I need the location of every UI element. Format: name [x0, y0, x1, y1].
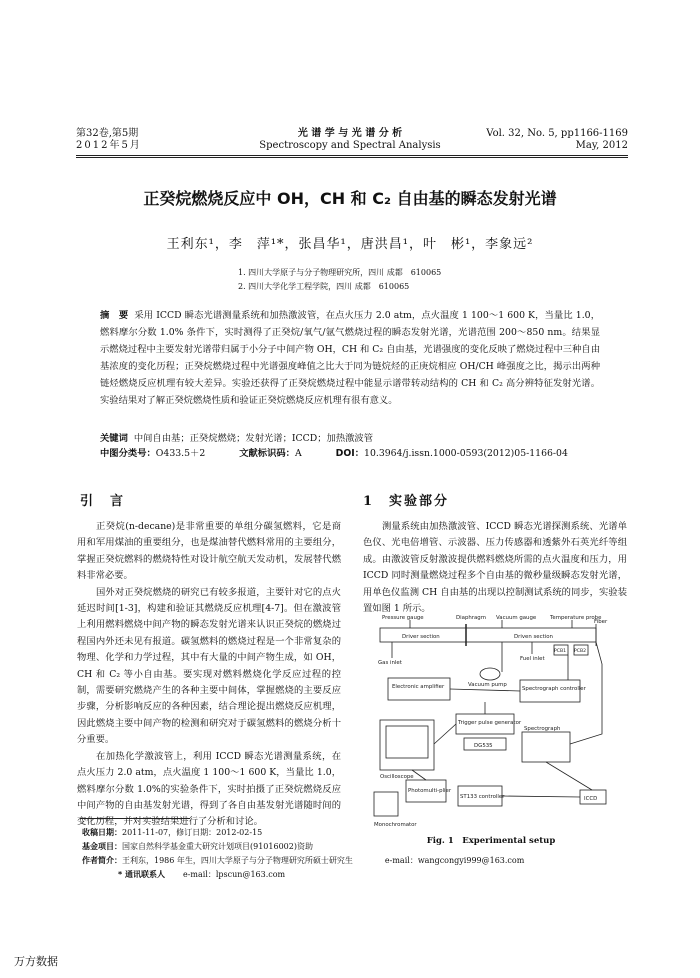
- label-temperature-probe: Temperature probe: [550, 615, 602, 621]
- intro-body: [77, 519, 341, 831]
- figure-caption: Fig. 1 Experimental setup: [426, 836, 556, 846]
- clc-label: 中图分类号：: [100, 448, 156, 459]
- label-vacuum-gauge: Vacuum gauge: [496, 615, 537, 621]
- doc-code-label: 文献标识码：: [239, 448, 295, 459]
- experiment-heading: 1 实验部分: [363, 494, 450, 509]
- footnotes: [82, 826, 524, 882]
- label-oscilloscope: Oscilloscope: [380, 774, 414, 780]
- volume-en: Vol. 32, No. 5, pp1166-1169: [486, 128, 628, 139]
- doi-value: 10.3964/j.issn.1000-0593(2012)05-1166-04: [364, 448, 568, 459]
- date-cn: 2012年5月: [76, 140, 142, 151]
- pmt-line: [412, 770, 426, 780]
- label-pcb1: PCB1: [554, 649, 567, 654]
- label-vacuum-pump: Vacuum pump: [468, 682, 507, 688]
- affiliation-2: 2. 四川大学化学工程学院，四川 成都 610065: [238, 282, 410, 291]
- keywords-text: 中间自由基；正癸烷燃烧；发射光谱；ICCD；加热激波管: [133, 433, 374, 444]
- author-list: 王利东¹，李 萍¹*，张昌华¹，唐洪昌¹，叶 彬¹，李象远²: [166, 237, 534, 252]
- label-iccd: ICCD: [584, 796, 598, 802]
- fund-text: 国家自然科学基金重大研究计划项目(91016002)资助: [122, 842, 313, 851]
- intro-paragraph: 国外对正癸烷燃烧的研究已有较多报道，主要针对它的点火延迟时间[1-3]，构建和验证其燃烧反应机理[4-7]。但在激波管上利用燃料燃烧中间产物的瞬态发射光谱来认识正癸烷的燃烧过程国内外还未见有报道。碳氢燃料的燃烧过程是一个非常复杂的物理、化学和力学过程，其中有大量的中间产物生成，如 OH，CH 和 C₂ 等小自由基。要实现对燃料燃烧化学反应过程的控制，需要研究燃烧产生的各种主要中间体，掌握燃烧的主要反应步骤，分析影响反应的各种因素，结合理论提出燃烧反应机理，因此燃烧主要中间产物的检测和研究对于碳氢燃料的燃烧分析十分重要。: [77, 586, 341, 746]
- label-driver-section: Driver section: [402, 634, 440, 640]
- vacuum-pump-shape: [480, 668, 500, 680]
- monochromator-box: [374, 792, 398, 816]
- received-line: [82, 826, 524, 840]
- label-fuel-inlet: Fuel inlet: [520, 656, 545, 662]
- label-driven-section: Driven section: [514, 634, 553, 640]
- doi-label: DOI：: [335, 448, 365, 459]
- volume-cn: 第32卷,第5期: [76, 128, 139, 139]
- label-st133: ST133 controller: [460, 794, 505, 800]
- label-monochromator: Monochromator: [374, 822, 417, 828]
- author-line: [82, 854, 524, 868]
- author-label: 作者简介：: [82, 856, 122, 865]
- experiment-paragraph: 测量系统由加热激波管、ICCD 瞬态光谱探测系统、光谱单色仪、光电倍增管、示波器、压力传感器和透紫外石英光纤等组成。由激波管反射激波提供燃料燃烧所需的点火温度和压力，用 ICCD 同时测量燃烧过程多个自由基的微秒量级瞬态发射光谱，用单色仪监测 CH 自由基的出现以控制测试系统的同步，实验装置如图 1 所示。: [363, 521, 627, 615]
- oscilloscope-box: [380, 720, 434, 770]
- label-spectrograph: Spectrograph: [524, 726, 561, 732]
- paper-title: 正癸烷燃烧反应中 OH，CH 和 C₂ 自由基的瞬态发射光谱: [143, 189, 557, 208]
- experiment-body: [363, 519, 627, 617]
- abstract-label: 摘 要: [100, 310, 129, 321]
- author-email: e-mail：wangcongyi999@163.com: [384, 856, 525, 865]
- intro-paragraph: 正癸烷(n-decane)是非常重要的单组分碳氢燃料，它是商用和军用煤油的重要组分，也是煤油替代燃料常用的主要组分，掌握正癸烷燃料的燃烧特性对设计航空航天发动机，发展替代燃料非常必要。: [77, 521, 341, 582]
- classification-line: [100, 447, 600, 460]
- controller-line: [502, 796, 580, 797]
- doc-code-value: A: [294, 448, 302, 459]
- label-pcb2: PCB2: [574, 649, 587, 654]
- abstract-text: 采用 ICCD 瞬态光谱测量系统和加热激波管，在点火压力 2.0 atm，点火温度 1 100～1 600 K，当量比 1.0，燃料摩尔分数 1.0% 条件下，实时测得了正癸烷/氧气/氩气燃烧过程的瞬态发射光谱，光谱范围 200～850 nm。结果显示燃烧过程中主要发射光谱带归属于小分子中间产物 OH，CH 和 C₂ 自由基，光谱强度的变化反映了燃烧过程中三种自由基浓度的变化历程；正癸烷燃烧过程中光谱强度峰值之比大于同为链烷烃的正庚烷相应 OH/CH 峰强度之比，揭示出两种链烃燃烧反应机理有较大差异。实验还获得了正癸烷燃烧过程中能显示谱带转动结构的 CH 和 C₂ 高分辨特征发射光谱。实验结果对了解正癸烷燃烧性质和验证正癸烷燃烧反应机理有很有意义。: [100, 310, 600, 406]
- spectrograph-box: [522, 732, 570, 762]
- header-rule-2: [76, 157, 628, 158]
- keywords: [100, 432, 600, 445]
- scope-line: [434, 724, 456, 744]
- label-fiber: Fiber: [594, 619, 608, 625]
- received-label: 收稿日期：: [82, 828, 122, 837]
- fund-label: 基金项目：: [82, 842, 122, 851]
- iccd-line: [546, 762, 592, 790]
- label-spectrograph-controller: Spectrograph controller: [522, 686, 586, 692]
- journal-name-cn: 光 谱 学 与 光 谱 分 析: [297, 128, 403, 139]
- corresponding-line: [82, 868, 524, 882]
- experimental-setup-figure: [372, 614, 610, 829]
- corresponding-label: * 通讯联系人: [118, 870, 165, 879]
- fund-line: [82, 840, 524, 854]
- amp-line: [450, 689, 520, 691]
- footnote-rule: [80, 818, 190, 819]
- label-diaphragm: Diaphragm: [456, 615, 486, 621]
- label-pressure-gauge: Pressure gauge: [382, 615, 424, 621]
- corresponding-email: e-mail：lpscun@163.com: [182, 870, 286, 879]
- keywords-label: 关键词: [100, 433, 128, 444]
- label-electronic-amplifier: Electronic amplifier: [392, 684, 445, 690]
- oscilloscope-screen: [386, 726, 428, 758]
- affiliation-1: 1. 四川大学原子与分子物理研究所，四川 成都 610065: [238, 268, 442, 277]
- header-volume-en: [486, 128, 628, 152]
- date-en: May, 2012: [575, 140, 628, 151]
- clc-value: O433.5＋2: [155, 448, 206, 459]
- abstract: [100, 307, 600, 409]
- intro-heading: 引 言: [80, 494, 126, 509]
- intro-paragraph: 在加热化学激波管上，利用 ICCD 瞬态光谱测量系统，在点火压力 2.0 atm，点火温度 1 100～1 600 K，当量比 1.0，燃料摩尔分数 1.0%的实验条件下，实时拍摄了正癸烷燃烧反应中间产物的自由基发射光谱，得到了各自由基发射光谱随时间的变化历程，并对实验结果进行了分析和讨论。: [77, 750, 341, 828]
- label-trigger-generator: Trigger pulse generator: [458, 720, 522, 726]
- header-rule: [76, 155, 628, 156]
- journal-name-en: Spectroscopy and Spectral Analysis: [259, 140, 441, 151]
- label-photomultiplier: Photomulti-plier: [408, 788, 452, 794]
- label-dg535: DG535: [474, 743, 493, 749]
- fiber-path: [570, 642, 602, 744]
- label-gas-inlet: Gas inlet: [378, 660, 402, 666]
- source-watermark: 万方数据: [14, 955, 58, 968]
- author-text: 王利东，1986 年生，四川大学原子与分子物理研究所硕士研究生: [122, 856, 353, 865]
- received-text: 2011-11-07，修订日期：2012-02-15: [122, 828, 263, 837]
